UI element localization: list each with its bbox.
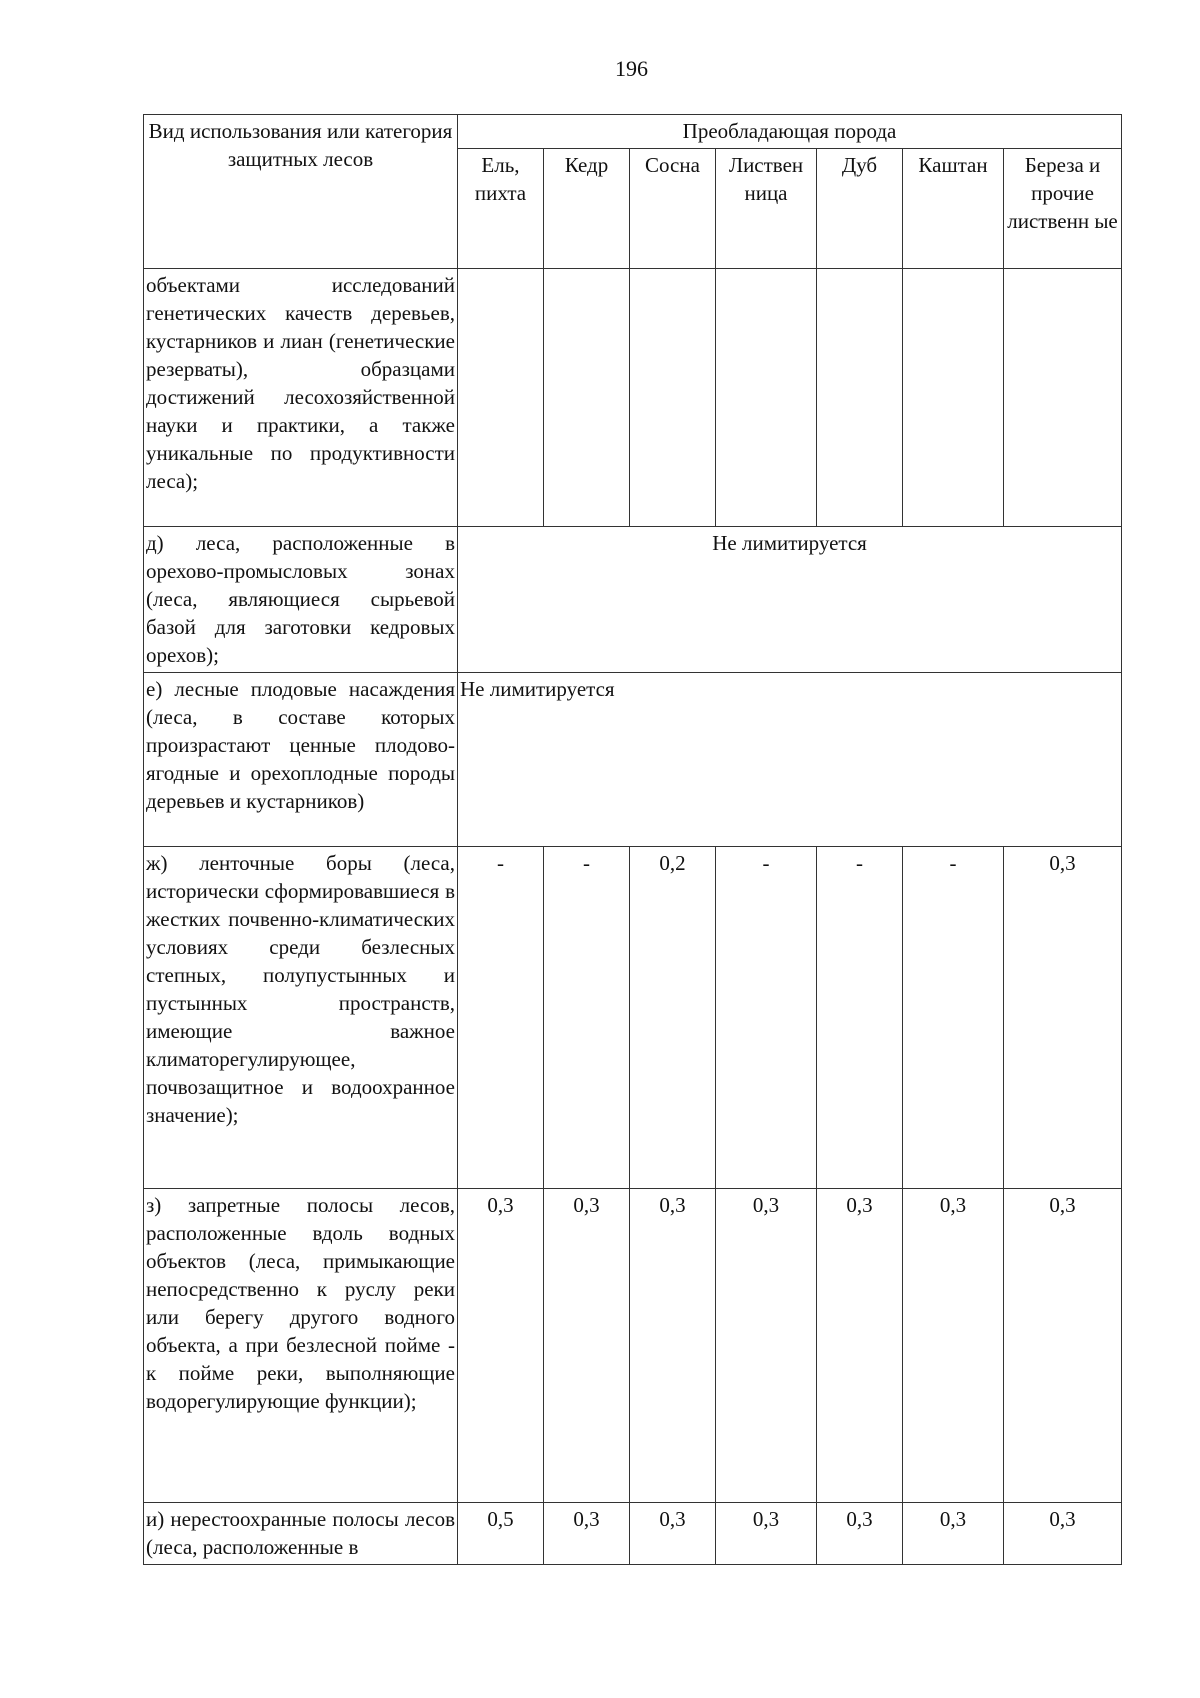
row-span-text: Не лимитируется — [458, 673, 1122, 847]
table-row — [144, 269, 1122, 527]
row-value — [817, 269, 903, 527]
row-value: 0,3 — [544, 1503, 630, 1565]
row-description: ж) ленточные боры (леса, исторически сформировавшиеся в жестких почвенно-климатических условиях среди безлесных степных, полупустынных и пустынных пространств, имеющие важное климаторегулирующее, почвозащитное и водоохранное значение); — [144, 847, 458, 1189]
row-value: 0,3 — [817, 1503, 903, 1565]
row-value: 0,2 — [630, 847, 716, 1189]
table-row — [144, 527, 1122, 673]
row-value: 0,3 — [1004, 847, 1122, 1189]
row-description: з) запретные полосы лесов, расположенные вдоль водных объектов (леса, примыкающие непосредственно к руслу реки или берегу другого водного объекта, а при безлесной пойме - к пойме реки, выполняющие водорегулирующие функции); — [144, 1189, 458, 1503]
header-species: Кедр — [544, 149, 630, 269]
row-value: - — [903, 847, 1004, 1189]
header-usage-category: Вид использования или категория защитных лесов — [144, 115, 458, 269]
table-row — [144, 847, 1122, 1189]
row-value: 0,3 — [903, 1189, 1004, 1503]
row-value — [903, 269, 1004, 527]
row-value — [458, 269, 544, 527]
row-value: 0,5 — [458, 1503, 544, 1565]
table-row — [144, 1189, 1122, 1503]
row-span-text: Не лимитируется — [458, 527, 1122, 673]
page-number: 196 — [615, 56, 648, 81]
row-description: объектами исследований генетических качеств деревьев, кустарников и лиан (генетические резерваты), образцами достижений лесохозяйственной науки и практики, а также уникальные по продуктивности леса); — [144, 269, 458, 527]
protective-forest-table — [143, 114, 1122, 1565]
header-predominant-species: Преобладающая порода — [458, 115, 1122, 149]
row-description: е) лесные плодовые насаждения (леса, в составе которых произрастают ценные плодово-ягодные и орехоплодные породы деревьев и кустарников) — [144, 673, 458, 847]
row-value: 0,3 — [716, 1503, 817, 1565]
row-value: 0,3 — [630, 1189, 716, 1503]
row-value: 0,3 — [903, 1503, 1004, 1565]
header-species: Ель, пихта — [458, 149, 544, 269]
row-value: - — [817, 847, 903, 1189]
row-value: - — [544, 847, 630, 1189]
row-value — [716, 269, 817, 527]
header-species: Береза и прочие лиственн ые — [1004, 149, 1122, 269]
row-value: - — [458, 847, 544, 1189]
row-value: 0,3 — [544, 1189, 630, 1503]
header-species: Сосна — [630, 149, 716, 269]
row-value: - — [716, 847, 817, 1189]
row-value — [544, 269, 630, 527]
row-value: 0,3 — [817, 1189, 903, 1503]
table-row — [144, 673, 1122, 847]
row-value — [630, 269, 716, 527]
row-value: 0,3 — [1004, 1503, 1122, 1565]
row-value: 0,3 — [716, 1189, 817, 1503]
row-description: д) леса, расположенные в орехово-промысловых зонах (леса, являющиеся сырьевой базой для заготовки кедровых орехов); — [144, 527, 458, 673]
header-species: Дуб — [817, 149, 903, 269]
header-species: Каштан — [903, 149, 1004, 269]
header-species: Листвен ница — [716, 149, 817, 269]
table-row — [144, 1503, 1122, 1565]
row-value: 0,3 — [1004, 1189, 1122, 1503]
table-header-row — [144, 115, 1122, 149]
row-description: и) нерестоохранные полосы лесов (леса, расположенные в — [144, 1503, 458, 1565]
row-value: 0,3 — [630, 1503, 716, 1565]
row-value — [1004, 269, 1122, 527]
row-value: 0,3 — [458, 1189, 544, 1503]
